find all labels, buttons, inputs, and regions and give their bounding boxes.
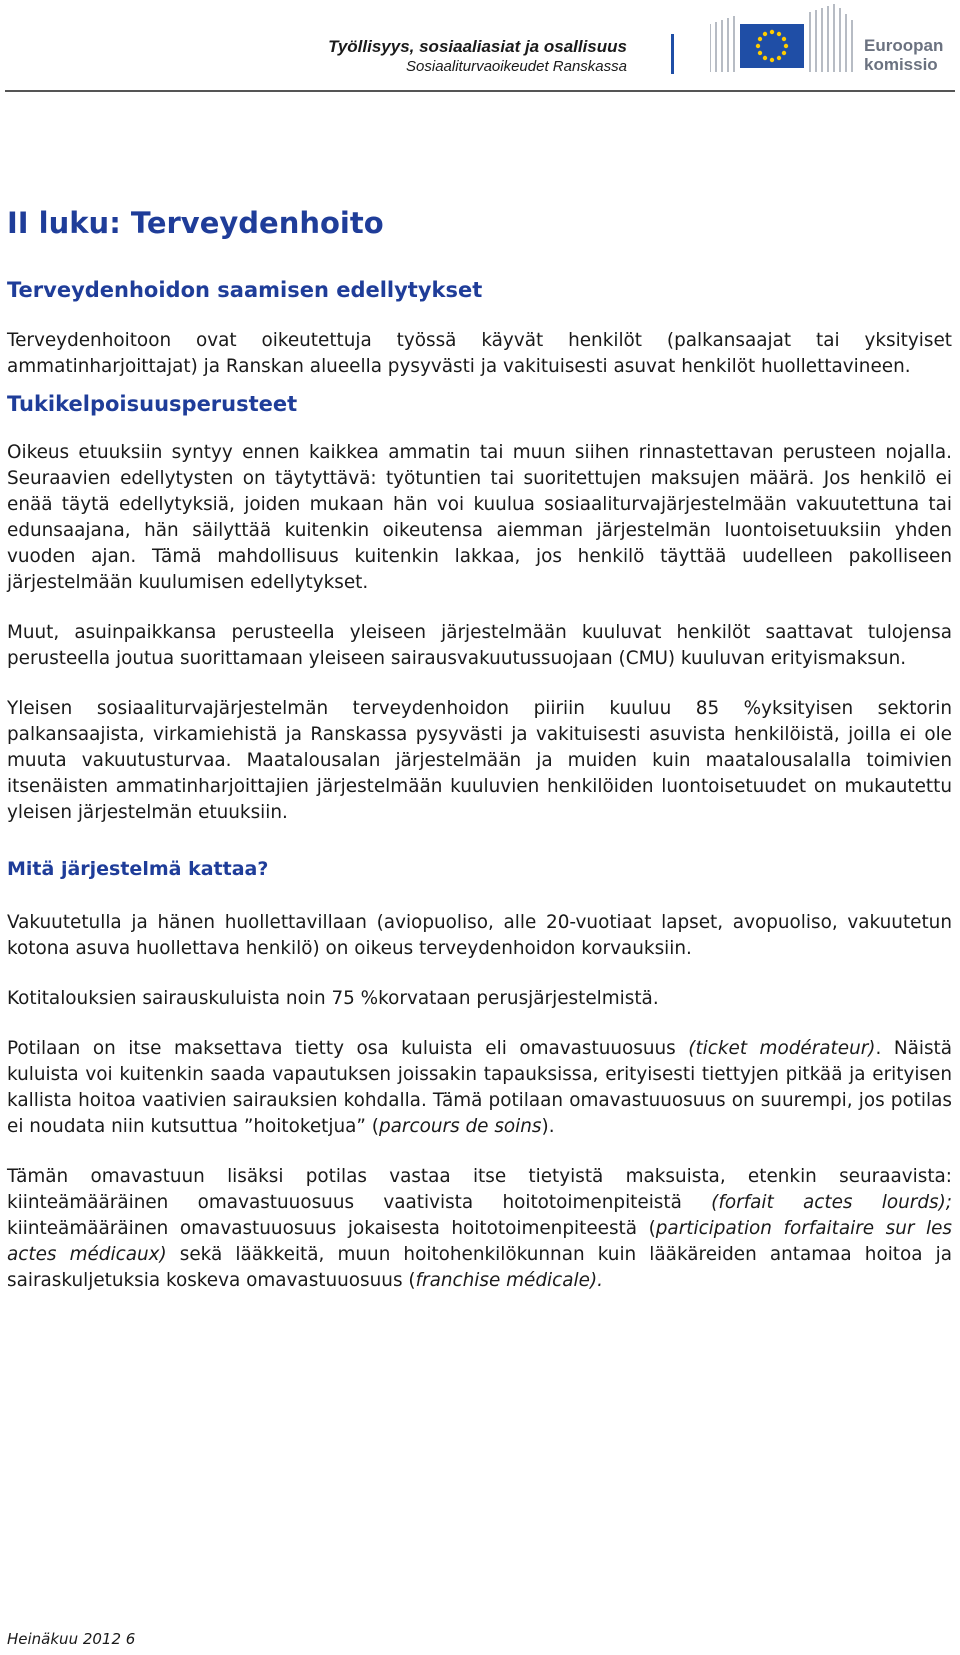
text-run: kiinteämääräinen omavastuuosuus jokaisesta hoitotoimenpiteestä ( xyxy=(7,1218,656,1239)
text-run: . Näistä kuluista voi kuitenkin saada vapautuksen joissakin tapauksissa, erityisesti tiettyjen pitkää ja erityisen kallista hoitoa vaativien sairauksien kohdalla. Tämä potilaan omavastuuosuus on suurempi, jos potilas ei noudata niin kutsuttua ”hoitoketjua” ( xyxy=(7,1038,953,1137)
header-separator xyxy=(671,34,674,74)
text-run: Tämän omavastuun lisäksi potilas vastaa itse tietyistä maksuista, etenkin seuraavista: kiinteämääräinen omavastuuosuus vaativista hoitotoimenpiteistä xyxy=(7,1166,952,1213)
header-text xyxy=(328,37,627,77)
italic-term: franchise médicale). xyxy=(415,1270,603,1291)
section-heading-eligibility: Terveydenhoidon saamisen edellytykset xyxy=(7,278,483,302)
logo-wordmark xyxy=(864,36,943,74)
paragraph: Terveydenhoitoon ovat oikeutettuja työssä käyvät henkilöt (palkansaajat tai yksityiset ammatinharjoittajat) ja Ranskan alueella pysyvästi ja vakituisesti asuvat henkilöt huollettavineen. xyxy=(7,330,952,377)
section-heading-criteria: Tukikelpoisuusperusteet xyxy=(7,392,298,416)
logo-line-2: komissio xyxy=(864,55,938,74)
logo-line-1: Euroopan xyxy=(864,36,944,55)
paragraph xyxy=(7,1036,952,1140)
italic-term: (forfait actes lourds); xyxy=(711,1192,952,1213)
page-footer: Heinäkuu 2012 6 xyxy=(7,1630,136,1648)
italic-term: parcours de soins xyxy=(378,1116,542,1137)
italic-term: participation forfaitaire sur les actes médicaux) xyxy=(7,1218,952,1265)
text-run: Potilaan on itse maksettava tietty osa kuluista eli omavastuuosuus xyxy=(7,1038,689,1059)
header-divider xyxy=(5,90,955,92)
paragraph xyxy=(7,1164,952,1294)
header-subtitle: Sosiaaliturvaoikeudet Ranskassa xyxy=(406,58,627,75)
paragraph: Vakuutetulla ja hänen huollettavillaan (aviopuoliso, alle 20-vuotiaat lapset, avopuoliso, vakuutetun kotona asuva huollettava henkilö) on oikeus terveydenhoidon korvauksiin. xyxy=(7,912,952,959)
header-directorate: Työllisyys, sosiaaliasiat ja osallisuus xyxy=(328,37,627,56)
paragraph: Kotitalouksien sairauskuluista noin 75 %korvataan perusjärjestelmistä. xyxy=(7,988,659,1009)
document-body xyxy=(7,205,952,1294)
paragraph: Yleisen sosiaaliturvajärjestelmän terveydenhoidon piiriin kuuluu 85 %yksityisen sektorin palkansaajista, virkamiehistä ja Ranskassa pysyvästi ja vakituisesti asuvista henkilöistä, joilla ei ole muuta vakuutusturvaa. Maatalousalan järjestelmään ja muiden kuin maatalousalalla toimivien itsenäisten ammatinharjoittajien järjestelmään kuuluvien henkilöiden luontoisetuudet on mukautettu yleisen järjestelmän etuuksiin. xyxy=(7,698,952,823)
chapter-title: II luku: Terveydenhoito xyxy=(7,206,384,240)
paragraph: Oikeus etuuksiin syntyy ennen kaikkea ammatin tai muun siihen rinnastettavan perusteen nojalla. Seuraavien edellytysten on täytyttävä: työtuntien tai suoritettujen maksujen määrä. Jos henkilö ei enää täytä edellytyksiä, joiden mukaan hän voi kuulua sosiaaliturvajärjestelmään vakuutettuna tai edunsaajana, hän säilyttää kuitenkin oikeutensa aiemman järjestelmän luontoisetuuksiin yhden vuoden ajan. Tämä mahdollisuus kuitenkin lakkaa, jos henkilö täyttää uudelleen pakolliseen järjestelmään kuulumisen edellytykset. xyxy=(7,442,952,593)
text-run: sekä lääkkeitä, muun hoitohenkilökunnan kuin lääkäreiden antamaa hoitoa ja sairaskuljetuksia koskeva omavastuuosuus ( xyxy=(7,1244,952,1291)
italic-term: (ticket modérateur) xyxy=(688,1038,876,1059)
paragraph: Muut, asuinpaikkansa perusteella yleiseen järjestelmään kuuluvat henkilöt saattavat tulojensa perusteella joutua suorittamaan yleiseen sairausvakuutussuojaan (CMU) kuuluvan erityismaksun. xyxy=(7,622,952,669)
section-heading-coverage: Mitä järjestelmä kattaa? xyxy=(7,858,269,880)
text-run: ). xyxy=(541,1116,555,1137)
page-header xyxy=(0,0,960,92)
